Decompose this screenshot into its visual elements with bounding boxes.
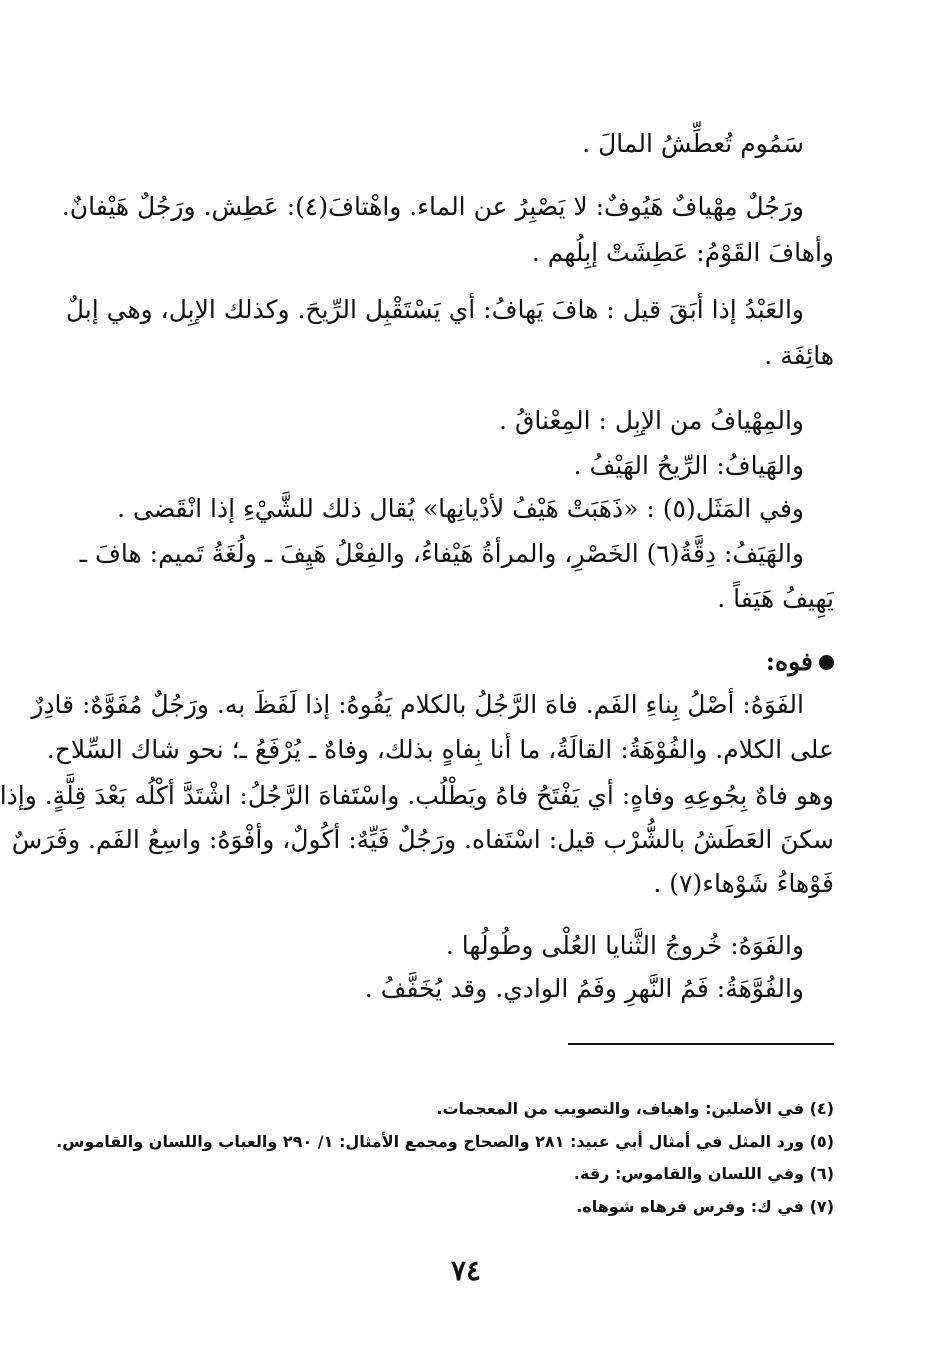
text-line: الفَوَهُ: أصْلُ بِناءِ الفَم. فاهَ الرَّجُلُ بالكلام يَفُوهُ: إذا لَفَظَ به. ورَجُلٌ مُفَوَّهٌ: قادِرٌ: [31, 690, 804, 719]
entry-heading-label: فوه:: [765, 647, 813, 676]
entry-heading: [766, 646, 834, 678]
text-line: والفَوَهُ: خُروجُ الثَّنايا العُلْى وطُولُها .: [445, 931, 804, 960]
footnote: (٥) ورد المثل في أمثال أبي عبيد: ٢٨١ والصحاح ومجمع الأمثال: ١/ ٢٩٠ والعباب واللسان والقاموس.: [56, 1132, 834, 1151]
text-line: سكنَ العَطَشُ بالشُّرْب قيل: اسْتَفاه. ورَجُلٌ فَيِّهٌ: أكُولٌ، وأفْوَهُ: واسِعُ الفَم. وفَرَسٌ: [11, 825, 834, 854]
page-number: ٧٤: [450, 1254, 482, 1287]
text-line: يَهِيفُ هَيَفاً .: [717, 584, 834, 613]
text-line: سَمُوم تُعطِّشُ المالَ .: [582, 129, 804, 158]
text-line: وهو فاهٌ بِجُوعِهِ وفاهٍ: أي يَفْتَحُ فاهُ ويَطْلُب. واسْتَفاهَ الرَّجُلُ: اشْتَدَّ أكْلُه بَعْدَ قِلَّةٍ. وإذا: [0, 781, 834, 810]
text-line: هائِفَة .: [764, 341, 834, 370]
footnote: (٤) في الأصلين: واهياف، والتصويب من المعجمات.: [436, 1099, 834, 1118]
text-line: فَوْهاءُ شَوْهاء(٧) .: [653, 869, 834, 898]
text-line: والفُوَّهَةُ: فَمُ النَّهرِ وفَمُ الوادي. وقد يُخَفَّفُ .: [364, 974, 804, 1003]
text-line: والهَيافُ: الرِّيحُ الهَيْفُ .: [573, 451, 804, 480]
text-line: والمِهْيافُ من الإبِل : المِعْناقُ .: [499, 406, 804, 435]
bullet-icon: [819, 655, 834, 670]
footnote-separator: [568, 1043, 834, 1045]
text-line: وأهافَ القَوْمُ: عَطِشَتْ إبِلُهم .: [531, 238, 834, 267]
text-line: والعَبْدُ إذا أبَقَ قيل : هافَ يَهافُ: أي يَسْتَقْبِل الرِّيحَ. وكذلك الإبِل، وهي إبلٌ: [65, 295, 804, 324]
text-line: ورَجُلٌ مِهْيافٌ هَيُوفٌ: لا يَصْبِرُ عن الماء. واهْتافَ(٤): عَطِش. ورَجُلٌ هَيْفانٌ.: [61, 192, 804, 221]
footnote: (٦) وفي اللسان والقاموس: رقة.: [573, 1164, 834, 1183]
text-line: على الكلام. والفُوْهَةُ: القالَةُ، ما أنا بِفاهٍ بذلك، وفاهٌ ـ يُرْفَعُ ـ؛ نحو شاك السِّلاح.: [46, 735, 834, 764]
text-line: وفي المَثَل(٥) : «ذَهَبَتْ هَيْفُ لأدْيانِها» يُقال ذلك للشَّيْءِ إذا انْقَضى .: [117, 494, 804, 523]
text-line: والهَيَفُ: دِقَّةُ(٦) الخَصْرِ، والمرأةُ هَيْفاءُ، والفِعْلُ هَيِفَ ـ ولُغَةُ تَميم: هافَ ـ: [79, 539, 804, 568]
footnote: (٧) في ك: وفرس فرهاه شوهاه.: [576, 1197, 834, 1216]
